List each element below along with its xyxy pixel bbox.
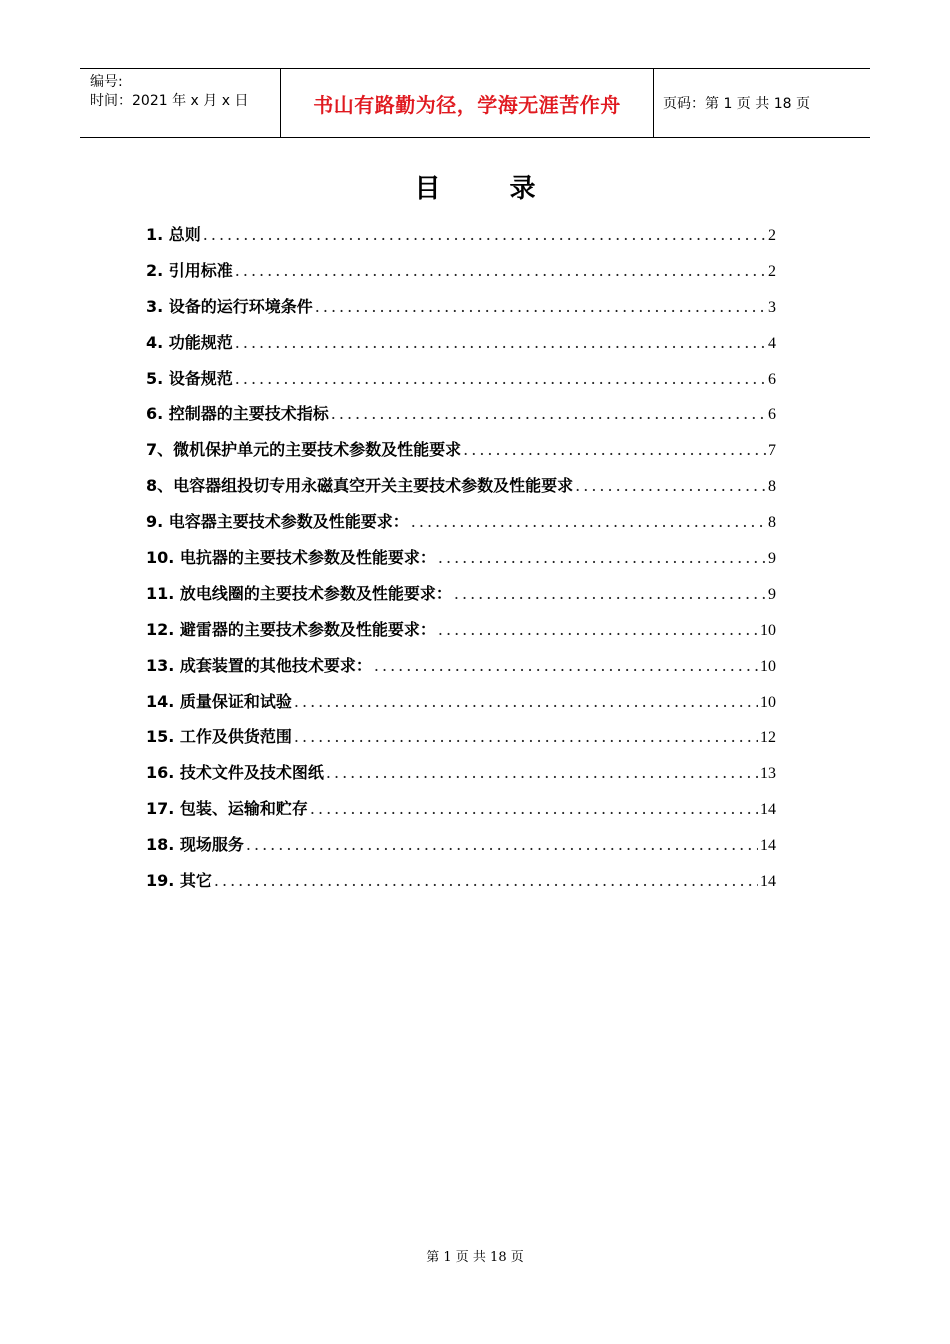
toc-entry[interactable] — [146, 868, 776, 904]
toc-entry-page: 4 — [768, 334, 776, 352]
toc-entry-label: 4. 功能规范 — [146, 332, 233, 352]
toc-entry[interactable] — [146, 760, 776, 796]
toc-leader-dots — [235, 369, 766, 388]
document-header — [80, 68, 870, 138]
toc-leader-dots — [438, 548, 766, 567]
toc-entry-page: 3 — [768, 298, 776, 316]
toc-leader-dots — [203, 225, 766, 244]
toc-entry-page: 2 — [768, 262, 776, 280]
toc-entry[interactable] — [146, 796, 776, 832]
toc-entry-page: 8 — [768, 514, 776, 532]
toc-entry-label: 16. 技术文件及技术图纸 — [146, 763, 324, 783]
motto-text: 书山有路勤为径，学海无涯苦作舟 — [313, 92, 621, 117]
toc-leader-dots — [454, 584, 766, 603]
toc-entry-page: 14 — [760, 873, 776, 891]
toc-entry-page: 10 — [760, 657, 776, 675]
toc-entry-page: 7 — [768, 442, 776, 460]
toc-entry-label: 8、电容器组投切专用永磁真空开关主要技术参数及性能要求 — [146, 476, 574, 496]
toc-leader-dots — [411, 512, 766, 531]
toc-entry-page: 8 — [768, 478, 776, 496]
toc-entry-label: 18. 现场服务 — [146, 835, 244, 855]
toc-leader-dots — [575, 476, 766, 495]
toc-entry[interactable] — [146, 617, 776, 653]
number-label: 编号: — [90, 74, 123, 90]
header-meta-cell — [80, 69, 281, 137]
toc-leader-dots — [331, 404, 766, 423]
toc-title: 目 录 — [414, 174, 566, 204]
toc-entry-page: 14 — [760, 837, 776, 855]
table-of-contents — [146, 222, 776, 904]
toc-entry[interactable] — [146, 653, 776, 689]
toc-leader-dots — [246, 835, 758, 854]
toc-entry[interactable] — [146, 401, 776, 437]
toc-entry-label: 12. 避雷器的主要技术参数及性能要求： — [146, 619, 436, 639]
toc-leader-dots — [438, 620, 758, 639]
time-label: 时间：2021 年 x 月 x 日 — [90, 93, 249, 109]
toc-entry[interactable] — [146, 545, 776, 581]
toc-leader-dots — [326, 763, 758, 782]
toc-entry[interactable] — [146, 509, 776, 545]
toc-entry-label: 6. 控制器的主要技术指标 — [146, 404, 329, 424]
toc-entry[interactable] — [146, 222, 776, 258]
toc-entry-page: 14 — [760, 801, 776, 819]
toc-entry[interactable] — [146, 832, 776, 868]
toc-entry-page: 2 — [768, 227, 776, 244]
toc-entry-page: 9 — [768, 585, 776, 603]
toc-leader-dots — [315, 297, 766, 316]
toc-entry[interactable] — [146, 724, 776, 760]
toc-leader-dots — [214, 871, 758, 890]
toc-entry-page: 9 — [768, 550, 776, 568]
toc-leader-dots — [294, 727, 758, 746]
toc-leader-dots — [310, 799, 758, 818]
toc-entry-label: 17. 包装、运输和贮存 — [146, 799, 308, 819]
toc-entry-page: 12 — [760, 729, 776, 747]
toc-entry[interactable] — [146, 330, 776, 366]
toc-entry-label: 5. 设备规范 — [146, 368, 233, 388]
toc-entry-page: 10 — [760, 693, 776, 711]
toc-entry-label: 14. 质量保证和试验 — [146, 691, 292, 711]
page-footer: 第 1 页 共 18 页 — [426, 1250, 524, 1265]
toc-entry-label: 7、微机保护单元的主要技术参数及性能要求 — [146, 440, 462, 460]
toc-entry-page: 6 — [768, 406, 776, 424]
toc-entry[interactable] — [146, 294, 776, 330]
toc-entry-page: 10 — [760, 621, 776, 639]
toc-entry[interactable] — [146, 437, 776, 473]
header-page-cell — [654, 69, 870, 137]
toc-entry-label: 13. 成套装置的其他技术要求： — [146, 655, 372, 675]
toc-entry-label: 2. 引用标准 — [146, 260, 233, 280]
toc-entry[interactable] — [146, 689, 776, 725]
toc-entry-label: 9. 电容器主要技术参数及性能要求： — [146, 512, 409, 532]
toc-entry-label: 15. 工作及供货范围 — [146, 727, 292, 747]
toc-entry[interactable] — [146, 258, 776, 294]
toc-leader-dots — [463, 440, 766, 459]
toc-entry[interactable] — [146, 581, 776, 617]
toc-entry-page: 6 — [768, 370, 776, 388]
toc-entry[interactable] — [146, 473, 776, 509]
toc-entry-label: 11. 放电线圈的主要技术参数及性能要求： — [146, 583, 452, 603]
toc-leader-dots — [294, 692, 758, 711]
toc-leader-dots — [235, 333, 766, 352]
header-page-info: 页码：第 1 页 共 18 页 — [663, 96, 810, 112]
toc-leader-dots — [235, 261, 766, 280]
toc-leader-dots — [374, 656, 758, 675]
toc-entry-label: 1. 总则 — [146, 225, 201, 244]
toc-entry-label: 19. 其它 — [146, 871, 212, 891]
header-motto-cell — [281, 69, 654, 137]
toc-entry[interactable] — [146, 366, 776, 402]
toc-entry-label: 3. 设备的运行环境条件 — [146, 296, 313, 316]
toc-entry-label: 10. 电抗器的主要技术参数及性能要求： — [146, 548, 436, 568]
toc-entry-page: 13 — [760, 765, 776, 783]
